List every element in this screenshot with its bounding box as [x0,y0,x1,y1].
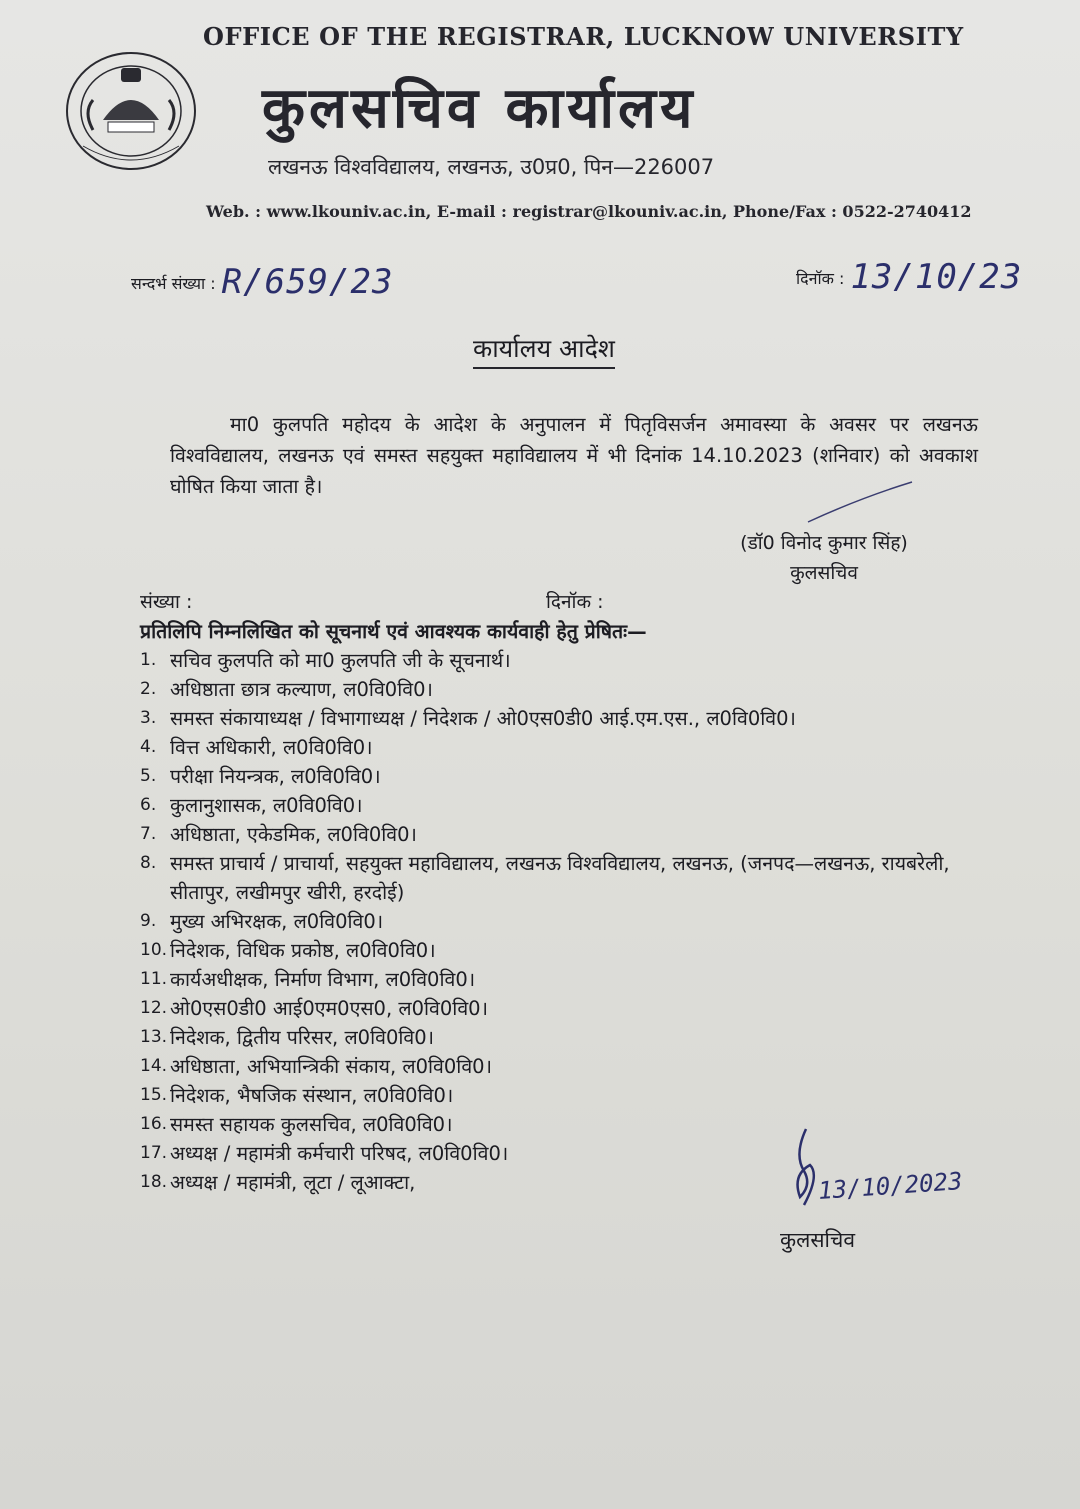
signatory-designation: कुलसचिव [790,562,858,584]
list-item: 18. अध्यक्ष / महामंत्री, लूटा / लूआक्टा, [140,1171,416,1194]
list-item: 4. वित्त अधिकारी, ल0वि0वि0। [140,736,373,759]
list-item: 6. कुलानुशासक, ल0वि0वि0। [140,794,363,817]
copy-heading: प्रतिलिपि निम्नलिखित को सूचनार्थ एवं आवश्यक कार्यवाही हेतु प्रेषितः— [140,620,647,643]
reference-value: R/659/23 [221,262,394,302]
office-address: लखनऊ विश्वविद्यालय, लखनऊ, उ0प्र0, पिन—226007 [268,155,715,179]
reference-number [131,258,394,302]
list-item: 17. अध्यक्ष / महामंत्री कर्मचारी परिषद, ल0वि0वि0। [140,1142,509,1165]
list-item: 8. समस्त प्राचार्य / प्राचार्या, सहयुक्त महाविद्यालय, लखनऊ विश्वविद्यालय, लखनऊ, (जनपद—लखनऊ, रायबरेली, सीतापुर, लखीमपुर खीरी, हरदोई) [140,852,950,904]
list-item: 14. अधिष्ठाता, अभियान्त्रिकी संकाय, ल0वि0वि0। [140,1055,492,1078]
university-seal-logo [63,50,199,172]
office-title-hindi: कुलसचिव कार्यालय [262,76,697,141]
distribution-list [140,646,980,1197]
office-contact: Web. : www.lkouniv.ac.in, E-mail : registrar@lkouniv.ac.in, Phone/Fax : 0522-2740412 [206,202,972,221]
footer-designation: कुलसचिव [780,1228,856,1252]
list-item: 9. मुख्य अभिरक्षक, ल0वि0वि0। [140,910,384,933]
list-item: 13. निदेशक, द्वितीय परिसर, ल0वि0वि0। [140,1026,435,1049]
list-item: 3. समस्त संकायाध्यक्ष / विभागाध्यक्ष / निदेशक / ओ0एस0डी0 आई.एम.एस., ल0वि0वि0। [140,707,796,730]
copy-date-label: दिनॉक : [546,591,604,613]
order-title: कार्यालय आदेश [473,331,615,369]
list-item: 12. ओ0एस0डी0 आई0एम0एस0, ल0वि0वि0। [140,997,488,1020]
reference-label: सन्दर्भ संख्या : [131,274,216,293]
signature-date: 13/10/2023 [817,1166,964,1206]
copy-number-label: संख्या : [140,591,193,613]
list-item: 5. परीक्षा नियन्त्रक, ल0वि0वि0। [140,765,381,788]
signatory-name: (डॉ0 विनोद कुमार सिंह) [740,532,908,554]
list-item: 11. कार्यअधीक्षक, निर्माण विभाग, ल0वि0वि0। [140,968,476,991]
list-item: 1. सचिव कुलपति को मा0 कुलपति जी के सूचनार्थ। [140,649,511,672]
order-date [796,253,1023,297]
office-title-english: OFFICE OF THE REGISTRAR, LUCKNOW UNIVERSITY [203,22,964,51]
date-label: दिनॉक : [796,269,845,288]
signatory-block [716,528,932,588]
signature-stroke [800,478,920,528]
order-body: मा0 कुलपति महोदय के आदेश के अनुपालन में पितृविसर्जन अमावस्या के अवसर पर लखनऊ विश्वविद्यालय, लखनऊ एवं समस्त सहयुक्त महाविद्यालय में भी दिनांक 14.10.2023 (शनिवार) को अवकाश घोषित किया जाता है। [170,413,978,498]
list-item: 15. निदेशक, भैषजिक संस्थान, ल0वि0वि0। [140,1084,454,1107]
list-item: 7. अधिष्ठाता, एकेडमिक, ल0वि0वि0। [140,823,417,846]
list-item: 10. निदेशक, विधिक प्रकोष्ठ, ल0वि0वि0। [140,939,436,962]
list-item: 16. समस्त सहायक कुलसचिव, ल0वि0वि0। [140,1113,453,1136]
list-item: 2. अधिष्ठाता छात्र कल्याण, ल0वि0वि0। [140,678,433,701]
date-value: 13/10/23 [850,257,1023,297]
